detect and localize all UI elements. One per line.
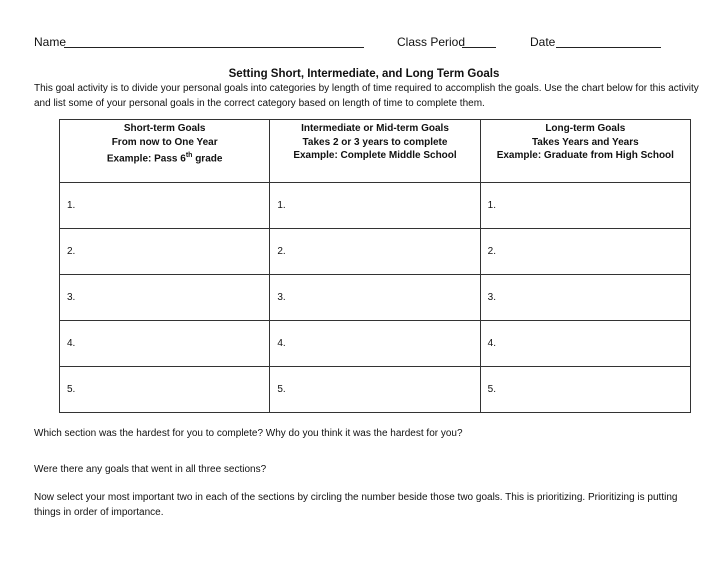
table-row — [60, 229, 691, 275]
name-line[interactable] — [64, 47, 364, 48]
goal-cell[interactable]: 4. — [270, 321, 480, 367]
intro-paragraph: This goal activity is to divide your personal goals into categories by length of time required to accomplish the goals. Use the chart below for this activity and list some of your personal goals in the correct category based on length of time to complete them. — [34, 83, 699, 109]
table-header-row — [60, 120, 691, 183]
example-suffix: grade — [192, 153, 223, 165]
column-subtitle: From now to One Year — [111, 136, 218, 148]
goal-cell[interactable]: 2. — [60, 229, 270, 275]
class-period-label: Class Period — [397, 35, 466, 49]
goal-cell[interactable]: 1. — [270, 183, 480, 229]
date-label: Date — [530, 35, 556, 49]
goal-cell[interactable]: 1. — [480, 183, 690, 229]
goal-cell[interactable]: 5. — [270, 367, 480, 413]
instruction-prioritize: Now select your most important two in each of the sections by circling the number beside those two goals. This is prioritizing. Prioritizing is putting things in order of importance. — [34, 492, 678, 518]
column-header-mid-term — [270, 120, 480, 183]
goal-cell[interactable]: 3. — [60, 275, 270, 321]
goal-cell[interactable]: 5. — [60, 367, 270, 413]
example-sup: th — [185, 152, 193, 159]
goal-cell[interactable]: 1. — [60, 183, 270, 229]
goal-cell[interactable]: 2. — [480, 229, 690, 275]
column-example: Example: Graduate from High School — [496, 150, 674, 161]
column-title: Intermediate or Mid-term Goals — [301, 123, 449, 134]
goal-cell[interactable]: 4. — [480, 321, 690, 367]
question-hardest-section: Which section was the hardest for you to complete? Why do you think it was the hardest for you? — [34, 428, 463, 439]
column-title: Short-term Goals — [123, 123, 206, 134]
goal-cell[interactable]: 2. — [270, 229, 480, 275]
class-period-line[interactable] — [462, 47, 496, 48]
table-row — [60, 183, 691, 229]
goal-cell[interactable]: 4. — [60, 321, 270, 367]
goals-table — [59, 119, 691, 413]
column-example — [62, 149, 267, 166]
name-label: Name — [34, 35, 67, 49]
column-header-short-term — [60, 120, 270, 183]
table-row — [60, 367, 691, 413]
column-subtitle: Takes Years and Years — [531, 136, 639, 148]
column-example: Example: Complete Middle School — [293, 150, 457, 161]
date-line[interactable] — [556, 47, 661, 48]
column-title: Long-term Goals — [545, 123, 626, 134]
page-title: Setting Short, Intermediate, and Long Term Goals — [228, 68, 500, 80]
example-text: Example: Pass 6 — [106, 153, 186, 165]
column-header-long-term — [480, 120, 690, 183]
table-row — [60, 275, 691, 321]
goal-cell[interactable]: 3. — [270, 275, 480, 321]
column-subtitle: Takes 2 or 3 years to complete — [302, 136, 448, 148]
question-all-sections: Were there any goals that went in all three sections? — [34, 464, 267, 475]
table-row — [60, 321, 691, 367]
goal-cell[interactable]: 3. — [480, 275, 690, 321]
goal-cell[interactable]: 5. — [480, 367, 690, 413]
